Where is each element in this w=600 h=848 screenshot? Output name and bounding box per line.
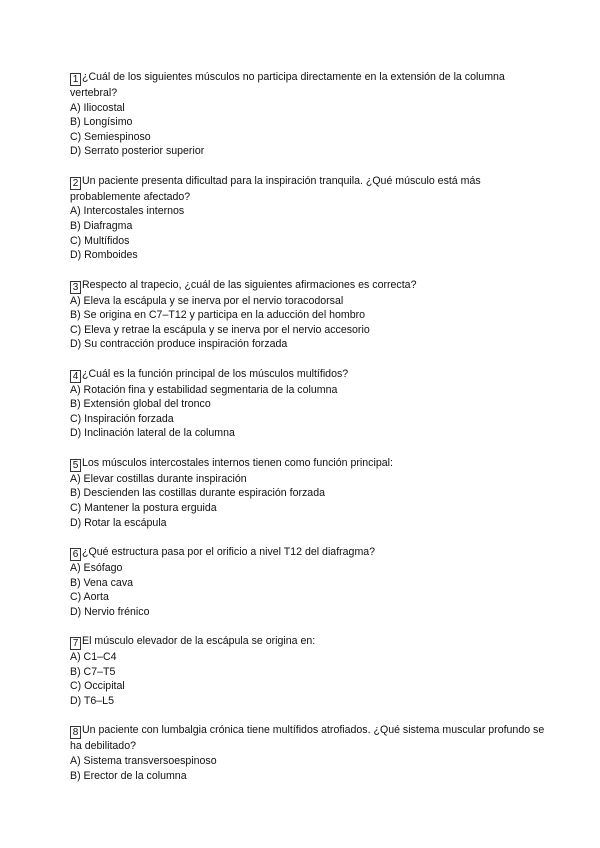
- option-b: B) Descienden las costillas durante espiración forzada: [70, 487, 325, 500]
- option-d: D) Nervio frénico: [70, 605, 150, 618]
- question-text: ¿Qué estructura pasa por el orificio a nivel T12 del diafragma?: [82, 546, 376, 559]
- question-number-badge: 7: [70, 637, 81, 650]
- question-text: Un paciente presenta dificultad para la inspiración tranquila. ¿Qué músculo está más probablemente afectado?: [70, 174, 481, 203]
- option-b: B) Erector de la columna: [70, 769, 187, 782]
- option-a: A) Esófago: [70, 562, 123, 575]
- option-c: C) Aorta: [70, 591, 109, 604]
- question-stem: [70, 545, 552, 561]
- option-a: A) Intercostales internos: [70, 205, 185, 218]
- question-text: Respecto al trapecio, ¿cuál de las siguientes afirmaciones es correcta?: [82, 278, 417, 291]
- option-b: B) Diafragma: [70, 219, 133, 232]
- option-c: C) Semiespinoso: [70, 130, 151, 143]
- option-b: B) Longísimo: [70, 116, 133, 129]
- option-a: A) Rotación fina y estabilidad segmentaria de la columna: [70, 383, 338, 396]
- question-1: [70, 70, 552, 159]
- option-d: D) Romboides: [70, 249, 138, 262]
- option-c: C) Eleva y retrae la escápula y se inerva por el nervio accesorio: [70, 323, 370, 336]
- option-a: A) Sistema transversoespinoso: [70, 754, 217, 767]
- question-text: ¿Cuál es la función principal de los músculos multífidos?: [82, 367, 349, 380]
- option-d: D) Inclinación lateral de la columna: [70, 427, 235, 440]
- option-c: C) Multífidos: [70, 234, 130, 247]
- question-3: [70, 278, 552, 352]
- question-stem: [70, 367, 552, 383]
- option-a: A) Elevar costillas durante inspiración: [70, 472, 247, 485]
- option-b: B) Extensión global del tronco: [70, 398, 211, 411]
- question-number-badge: 3: [70, 281, 81, 294]
- option-a: A) Eleva la escápula y se inerva por el nervio toracodorsal: [70, 294, 344, 307]
- question-4: [70, 367, 552, 441]
- question-stem: [70, 723, 552, 754]
- option-b: B) Se origina en C7–T12 y participa en la aducción del hombro: [70, 309, 366, 322]
- question-number-badge: 4: [70, 370, 81, 383]
- question-number-badge: 5: [70, 459, 81, 472]
- option-c: C) Inspiración forzada: [70, 412, 174, 425]
- option-d: D) T6–L5: [70, 695, 114, 707]
- option-d: D) Serrato posterior superior: [70, 145, 205, 158]
- question-stem: [70, 70, 552, 101]
- question-7: [70, 634, 552, 708]
- option-c: C) Occipital: [70, 680, 125, 693]
- option-d: D) Rotar la escápula: [70, 516, 167, 529]
- option-a: A) Iliocostal: [70, 101, 125, 114]
- option-b: B) Vena cava: [70, 576, 134, 589]
- option-c: C) Mantener la postura erguida: [70, 502, 217, 515]
- question-number-badge: 8: [70, 726, 81, 739]
- question-number-badge: 6: [70, 548, 81, 561]
- option-a: A) C1–C4: [70, 651, 117, 664]
- question-2: [70, 174, 552, 263]
- question-6: [70, 545, 552, 619]
- question-text: ¿Cuál de los siguientes músculos no participa directamente en la extensión de la columna vertebral?: [70, 71, 505, 99]
- question-text: Los músculos intercostales internos tienen como función principal:: [82, 456, 393, 469]
- question-text: Un paciente con lumbalgia crónica tiene multífidos atrofiados. ¿Qué sistema muscular profundo se ha debilitado?: [70, 724, 545, 753]
- option-b: B) C7–T5: [70, 665, 116, 678]
- question-number-badge: 1: [70, 73, 81, 86]
- option-d: D) Su contracción produce inspiración forzada: [70, 338, 288, 351]
- question-stem: [70, 456, 552, 472]
- question-stem: [70, 174, 552, 205]
- question-stem: [70, 634, 552, 650]
- question-number-badge: 2: [70, 177, 81, 190]
- question-text: El músculo elevador de la escápula se origina en:: [82, 635, 316, 648]
- question-5: [70, 456, 552, 530]
- question-8: [70, 723, 552, 783]
- question-stem: [70, 278, 552, 294]
